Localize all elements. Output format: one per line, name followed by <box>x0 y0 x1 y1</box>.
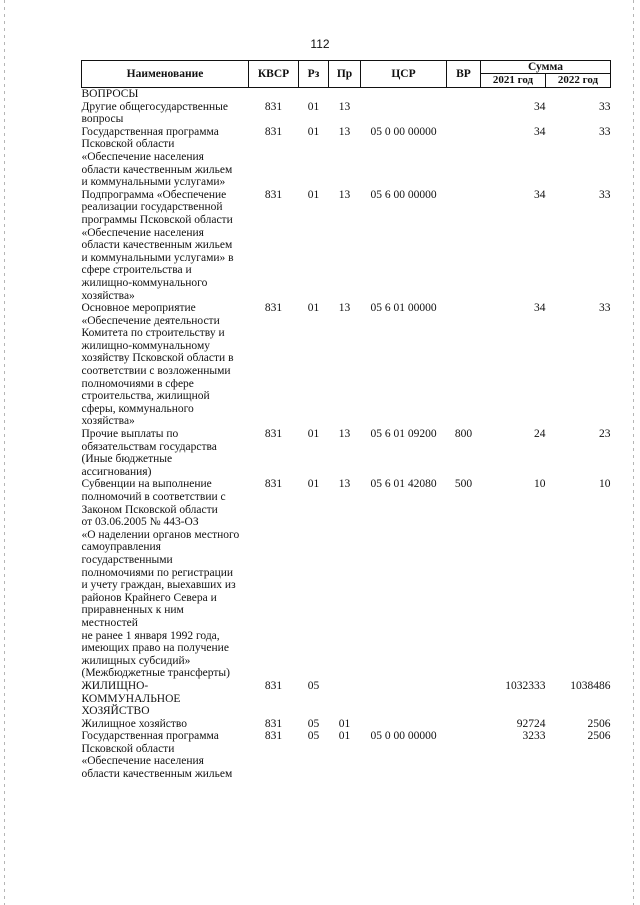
row-pr: 01 <box>338 717 351 730</box>
row-rz: 01 <box>307 125 320 138</box>
row-rz: 01 <box>307 428 320 441</box>
table-row <box>82 718 611 731</box>
row-vr <box>447 718 481 731</box>
header-pr: Пр <box>329 61 361 88</box>
row-kvsr: 831 <box>264 730 283 743</box>
table-row <box>82 189 611 302</box>
row-name: Жилищное хозяйство <box>81 717 188 730</box>
row-csr: 05 6 01 42080 <box>370 478 437 491</box>
row-vr <box>447 126 481 189</box>
table-row <box>82 428 611 478</box>
row-pr: 13 <box>338 125 351 138</box>
header-year-2022: 2022 год <box>546 74 611 88</box>
row-kvsr: 831 <box>264 478 283 491</box>
row-sum-2022 <box>546 88 611 101</box>
header-kvsr: КВСР <box>249 61 299 88</box>
row-name: ВОПРОСЫ <box>81 88 139 100</box>
header-row-top <box>82 61 611 74</box>
row-rz: 05 <box>307 730 320 743</box>
row-sum-2022: 1038486 <box>570 679 611 692</box>
row-sum-2021: 34 <box>534 188 546 201</box>
row-pr: 01 <box>338 730 351 743</box>
row-sum-2022: 33 <box>599 125 611 138</box>
budget-table <box>81 60 611 781</box>
row-sum-2021: 34 <box>534 302 546 315</box>
header-vr: ВР <box>447 61 481 88</box>
row-vr: 800 <box>454 428 473 441</box>
row-pr: 13 <box>338 428 351 441</box>
row-vr: 500 <box>454 478 473 491</box>
row-kvsr: 831 <box>264 428 283 441</box>
row-csr: 05 0 00 00000 <box>370 125 437 138</box>
row-sum-2022: 23 <box>599 428 611 441</box>
row-rz: 05 <box>307 717 320 730</box>
row-csr <box>361 680 447 718</box>
row-pr: 13 <box>338 100 351 113</box>
row-name: ЖИЛИЩНО- КОММУНАЛЬНОЕ ХОЗЯЙСТВО <box>81 679 181 718</box>
row-kvsr: 831 <box>264 717 283 730</box>
row-sum-2021: 1032333 <box>505 679 546 692</box>
row-sum-2021: 3233 <box>522 730 546 743</box>
row-name: Государственная программа Псковской области «Обеспечение населения области качественным жильем <box>81 730 233 781</box>
table-row <box>82 730 611 780</box>
header-sum: Сумма <box>481 61 611 74</box>
row-kvsr <box>249 88 299 101</box>
header-year-2021: 2021 год <box>481 74 546 88</box>
row-vr <box>447 302 481 428</box>
row-vr <box>447 88 481 101</box>
row-pr: 13 <box>338 188 351 201</box>
row-rz: 01 <box>307 478 320 491</box>
table-row <box>82 101 611 126</box>
row-name: Государственная программа Псковской области «Обеспечение населения области качественным жильем и коммунальными услугами» <box>81 125 233 189</box>
table-row <box>82 478 611 680</box>
row-sum-2022: 33 <box>599 100 611 113</box>
row-kvsr: 831 <box>264 302 283 315</box>
row-rz: 01 <box>307 100 320 113</box>
row-csr <box>361 88 447 101</box>
row-kvsr: 831 <box>264 125 283 138</box>
row-kvsr: 831 <box>264 100 283 113</box>
table-row <box>82 88 611 101</box>
scan-edge-right <box>633 0 634 905</box>
row-kvsr: 831 <box>264 188 283 201</box>
scan-edge-left <box>4 0 5 905</box>
row-vr <box>447 189 481 302</box>
row-pr: 13 <box>338 478 351 491</box>
row-rz: 05 <box>307 679 320 692</box>
table-row <box>82 302 611 428</box>
table-row <box>82 126 611 189</box>
table-row <box>82 680 611 718</box>
row-csr: 05 6 00 00000 <box>370 188 437 201</box>
row-vr <box>447 101 481 126</box>
row-name: Другие общегосударственные вопросы <box>81 100 228 126</box>
row-csr: 05 0 00 00000 <box>370 730 437 743</box>
row-name: Субвенции на выполнение полномочий в соответствии с Законом Псковской области от 03.06.2005 № 443-ОЗ «О наделении органов местного самоуправления государственными полномочиями по регистрации и учету граждан, выехавших из районов Крайнего Севера и приравненных к ним местностей не ранее 1 января 1992 года, имеющих право на получение жилищных субсидий» (Межбюджетные трансферты) <box>81 478 240 680</box>
row-sum-2021: 24 <box>534 428 546 441</box>
row-sum-2021: 34 <box>534 125 546 138</box>
header-name: Наименование <box>82 61 249 88</box>
row-rz: 01 <box>307 302 320 315</box>
page-number: 112 <box>310 37 330 51</box>
row-sum-2022: 2506 <box>587 717 611 730</box>
row-csr <box>361 101 447 126</box>
row-csr <box>361 718 447 731</box>
row-pr <box>329 680 361 718</box>
header-rz: Рз <box>299 61 329 88</box>
row-sum-2022: 33 <box>599 188 611 201</box>
row-sum-2021: 10 <box>534 478 546 491</box>
row-name: Прочие выплаты по обязательствам государства (Иные бюджетные ассигнования) <box>81 428 217 478</box>
row-sum-2021: 34 <box>534 100 546 113</box>
row-pr <box>329 88 361 101</box>
row-sum-2022: 2506 <box>587 730 611 743</box>
row-vr <box>447 730 481 780</box>
row-sum-2022: 10 <box>599 478 611 491</box>
header-csr: ЦСР <box>361 61 447 88</box>
row-csr: 05 6 01 09200 <box>370 428 437 441</box>
row-name: Основное мероприятие «Обеспечение деятельности Комитета по строительству и жилищно-коммунальному хозяйству Псковской области в соответствии с возложенными полномочиями в сфере строительства, жилищной сферы, коммунального хозяйства» <box>81 302 234 428</box>
row-sum-2022: 33 <box>599 302 611 315</box>
row-name: Подпрограмма «Обеспечение реализации государственной программы Псковской области «Обеспечение населения области качественным жильем и коммунальными услугами» в сфере строительства и жилищно-коммунального хозяйства» <box>81 188 234 302</box>
row-csr: 05 6 01 00000 <box>370 302 437 315</box>
row-sum-2021 <box>481 88 546 101</box>
row-pr: 13 <box>338 302 351 315</box>
row-rz <box>299 88 329 101</box>
row-vr <box>447 680 481 718</box>
row-kvsr: 831 <box>264 679 283 692</box>
row-sum-2021: 92724 <box>516 717 546 730</box>
row-rz: 01 <box>307 188 320 201</box>
